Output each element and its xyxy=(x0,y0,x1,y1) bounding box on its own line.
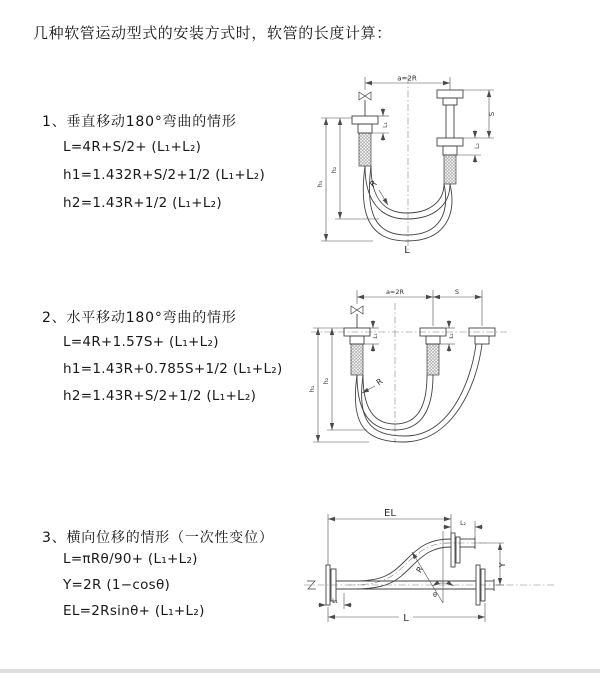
dim-label-l: L xyxy=(403,613,409,624)
section-3-formula-3: EL=2Rsinθ+ (L₁+L₂) xyxy=(63,603,205,619)
section-2-heading: 2、水平移动180°弯曲的情形 xyxy=(42,310,237,326)
dim-label-theta: θ xyxy=(433,591,437,599)
dim-l1 xyxy=(371,108,389,141)
section-2-formula-2: h1=1.43R+0.785S+1/2 (L₁+L₂) xyxy=(63,361,283,377)
dim-label-l1: L₁ xyxy=(332,598,338,605)
dim-label-l2: L₂ xyxy=(474,143,481,149)
section-3-formula-1: L=πRθ/90+ (L₁+L₂) xyxy=(63,551,198,567)
diagram-vertical-180-bend xyxy=(313,72,518,257)
dim-label-l2: L₂ xyxy=(460,520,466,527)
dim-label-a2r: a=2R xyxy=(385,288,405,296)
dim-label-r: R xyxy=(374,376,385,388)
dim-label-a2r: a=2R xyxy=(397,74,417,83)
dim-label-h1: h₁ xyxy=(316,180,324,188)
dim-el xyxy=(328,508,451,565)
hose-u-bends xyxy=(355,344,482,442)
right-fitting xyxy=(469,328,495,344)
section-1-formula-2: h1=1.432R+S/2+1/2 (L₁+L₂) xyxy=(63,167,266,183)
section-1-formula-1: L=4R+S/2+ (L₁+L₂) xyxy=(63,139,202,155)
dim-a2r xyxy=(365,75,450,91)
centerline xyxy=(311,303,510,443)
braid-section xyxy=(351,344,363,375)
braid-section xyxy=(444,155,456,184)
valve-icon xyxy=(359,92,371,116)
left-fitting xyxy=(352,116,378,166)
dim-label-y: Y xyxy=(498,562,507,568)
dim-l-total xyxy=(328,603,485,624)
diagram-horizontal-180-bend xyxy=(305,285,590,450)
right-fitting xyxy=(437,90,463,184)
dim-label-h2: h₂ xyxy=(322,377,330,385)
valve-icon xyxy=(351,306,363,328)
dim-label-h1: h₁ xyxy=(308,385,316,393)
dim-label-l2: L₂ xyxy=(449,333,455,339)
dim-label-s: S xyxy=(488,111,496,117)
dim-r xyxy=(368,179,388,205)
diagram-lateral-displacement xyxy=(298,505,598,645)
dim-l2 xyxy=(443,520,483,537)
dim-label-l-total: L xyxy=(404,245,410,256)
section-2-formula-1: L=4R+1.57S+ (L₁+L₂) xyxy=(63,334,219,350)
dim-s xyxy=(463,90,496,138)
dim-l1 xyxy=(318,593,352,609)
braid-section xyxy=(427,344,439,375)
dim-l2 xyxy=(456,130,481,163)
dim-label-r: R xyxy=(414,564,426,575)
middle-fitting xyxy=(420,328,446,375)
page-title: 几种软管运动型式的安装方式时，软管的长度计算： xyxy=(33,24,392,42)
dim-a2r-s xyxy=(357,288,482,326)
hose-s-curve xyxy=(354,539,451,589)
dim-r xyxy=(362,376,385,393)
scan-artifact xyxy=(0,669,600,673)
dim-label-s: S xyxy=(454,288,460,296)
section-3-heading: 3、横向位移的情形（一次性变位） xyxy=(42,530,274,546)
section-2-formula-3: h2=1.43R+S/2+1/2 (L₁+L₂) xyxy=(63,388,257,404)
right-flange xyxy=(476,565,494,605)
left-fitting xyxy=(344,328,370,375)
section-1-heading: 1、垂直移动180°弯曲的情形 xyxy=(42,114,237,130)
dim-y xyxy=(478,543,507,585)
upper-flange xyxy=(451,533,475,567)
dim-label-l1: L₁ xyxy=(382,122,389,128)
section-3-formula-2: Y=2R (1−cosθ) xyxy=(63,577,171,593)
section-1-formula-3: h2=1.43R+1/2 (L₁+L₂) xyxy=(63,195,222,211)
hose-u-bend xyxy=(363,166,452,241)
dim-label-l1: L₁ xyxy=(373,333,379,339)
dim-label-r: R xyxy=(368,178,380,191)
dim-label-el: EL xyxy=(384,508,396,519)
braid-section xyxy=(359,133,371,166)
dim-label-h2: h₂ xyxy=(330,166,338,174)
